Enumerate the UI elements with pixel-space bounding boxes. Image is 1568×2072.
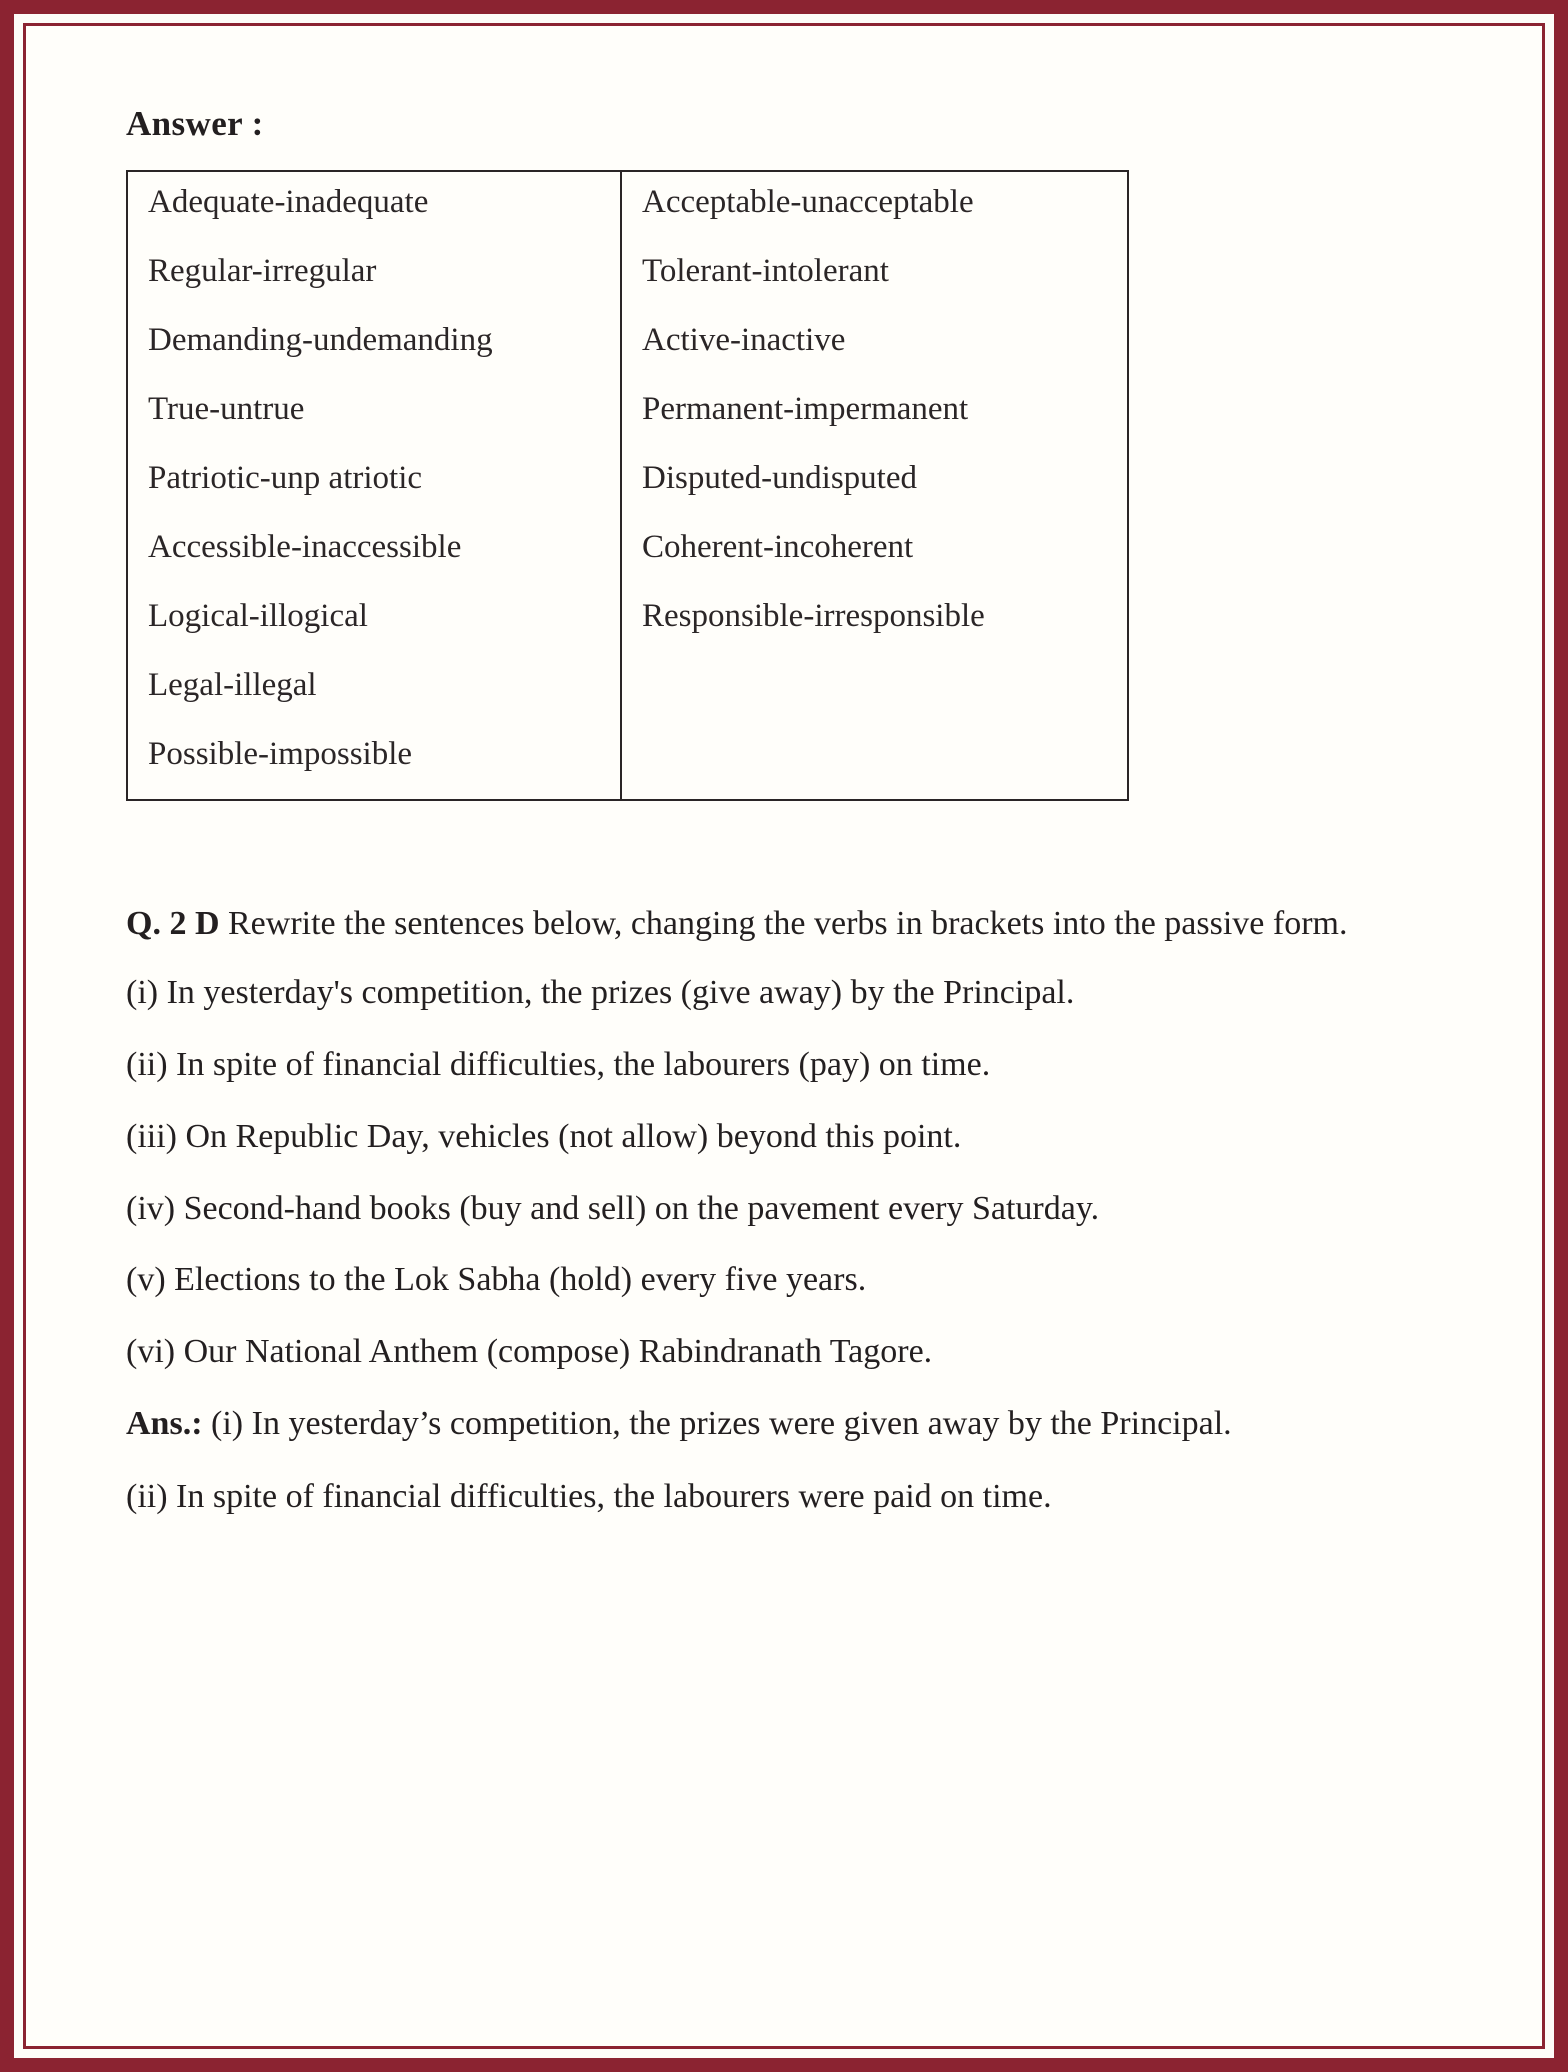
list-item: Regular-irregular xyxy=(148,253,377,289)
list-item: Permanent-impermanent xyxy=(642,391,969,427)
question-item: (i) In yesterday's competition, the prizes (give away) by the Principal. xyxy=(126,973,1075,1011)
question-item: (ii) In spite of financial difficulties, the labourers (pay) on time. xyxy=(126,1045,991,1083)
antonym-table xyxy=(126,170,1129,801)
question-item: (v) Elections to the Lok Sabha (hold) every five years. xyxy=(126,1261,867,1299)
list-item: Active-inactive xyxy=(642,322,846,358)
list-item: Possible-impossible xyxy=(148,736,413,772)
list-item: Disputed-undisputed xyxy=(642,460,917,496)
list-item: Patriotic-unp atriotic xyxy=(148,460,423,496)
question-item: (vi) Our National Anthem (compose) Rabindranath Tagore. xyxy=(126,1333,933,1371)
list-item: Tolerant-intolerant xyxy=(642,253,889,289)
answer-text: (i) In yesterday’s competition, the prizes were given away by the Principal. xyxy=(202,1405,1232,1443)
list-item: Adequate-inadequate xyxy=(148,184,429,220)
list-item: Legal-illegal xyxy=(148,667,317,703)
answer-paragraph: (ii) In spite of financial difficulties, the labourers were paid on time. xyxy=(126,1478,1052,1516)
list-item: Accessible-inaccessible xyxy=(148,529,462,565)
list-item: Coherent-incoherent xyxy=(642,529,914,565)
antonym-right-column-cell xyxy=(621,171,1128,800)
antonym-left-list xyxy=(128,172,620,799)
question-instruction-text: Rewrite the sentences below, changing the verbs in brackets into the passive form. xyxy=(219,905,1348,942)
question-block xyxy=(126,901,1406,1520)
answer-label: Ans.: xyxy=(126,1405,203,1443)
table-row xyxy=(127,171,1128,800)
page-content xyxy=(112,104,1412,1546)
question-item: (iv) Second-hand books (buy and sell) on the pavement every Saturday. xyxy=(126,1189,1100,1227)
question-label: Q. 2 D xyxy=(126,905,220,942)
list-item: Logical-illogical xyxy=(148,598,368,634)
answer-paragraph xyxy=(126,1401,1406,1448)
answer-heading: Answer : xyxy=(126,104,264,143)
antonym-right-list xyxy=(622,172,1127,661)
page-border-inner xyxy=(23,23,1545,2049)
list-item: Acceptable-unacceptable xyxy=(642,184,974,220)
question-item: (iii) On Republic Day, vehicles (not allow) beyond this point. xyxy=(126,1117,962,1155)
list-item: True-untrue xyxy=(148,391,305,427)
question-instruction xyxy=(126,901,1406,948)
list-item: Responsible-irresponsible xyxy=(642,598,985,634)
list-item: Demanding-undemanding xyxy=(148,322,493,358)
antonym-left-column-cell xyxy=(127,171,621,800)
